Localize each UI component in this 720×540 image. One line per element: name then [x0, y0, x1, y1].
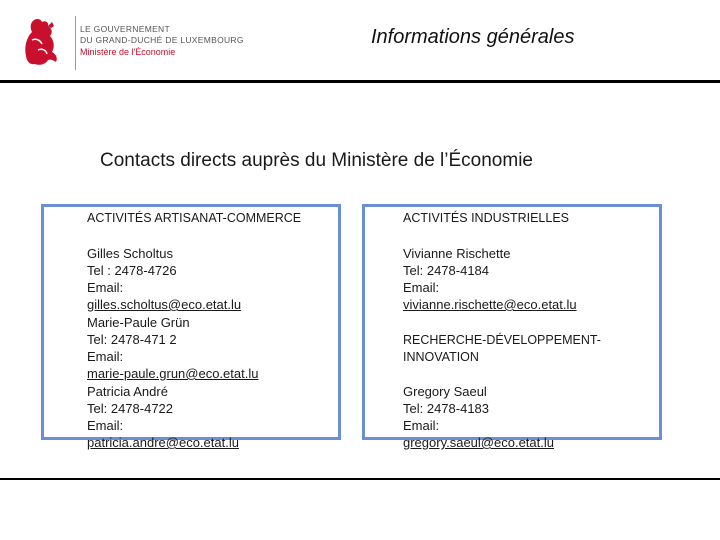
- contact-email-row: [87, 348, 258, 382]
- government-logo: [18, 14, 248, 72]
- contact-tel: Tel: 2478-4184: [403, 263, 490, 278]
- page-title: Contacts directs auprès du Ministère de l’Économie: [100, 150, 533, 171]
- heading-artisanat-commerce: ACTIVITÉS ARTISANAT-COMMERCE: [87, 211, 302, 225]
- contact-name: Gilles Scholtus: [87, 246, 173, 261]
- contact-card: [403, 245, 577, 313]
- heading-recherche-developpement-innovation: [403, 332, 601, 366]
- contact-card: [403, 383, 554, 451]
- contact-email-row: [87, 417, 239, 451]
- email-label: Email:: [87, 418, 124, 433]
- email-label: Email:: [87, 280, 124, 295]
- red-lion-icon: [18, 14, 62, 68]
- email-label: Email:: [403, 280, 440, 295]
- contact-card: [87, 245, 241, 313]
- email-link[interactable]: patricia.andre@eco.etat.lu: [87, 435, 239, 450]
- contact-name: Patricia André: [87, 384, 168, 399]
- header-divider: [0, 80, 720, 83]
- logo-separator: [75, 16, 76, 70]
- contact-card: [87, 383, 239, 451]
- email-link[interactable]: vivianne.rischette@eco.etat.lu: [403, 297, 577, 312]
- footer-divider: [0, 478, 720, 480]
- email-label: Email:: [87, 349, 124, 364]
- contact-email-row: [87, 279, 241, 313]
- email-label: Email:: [403, 418, 440, 433]
- heading-line-2: INNOVATION: [403, 350, 479, 364]
- contact-tel: Tel: 2478-4722: [87, 401, 174, 416]
- contact-email-row: [403, 417, 554, 451]
- email-link[interactable]: marie-paule.grun@eco.etat.lu: [87, 366, 259, 381]
- contact-tel: Tel: 2478-471 2: [87, 332, 177, 347]
- contact-name: Gregory Saeul: [403, 384, 487, 399]
- logo-ministry: Ministère de l'Économie: [80, 47, 176, 57]
- email-link[interactable]: gregory.saeul@eco.etat.lu: [403, 435, 554, 450]
- contact-name: Marie-Paule Grün: [87, 315, 190, 330]
- contact-tel: Tel : 2478-4726: [87, 263, 177, 278]
- heading-activites-industrielles: ACTIVITÉS INDUSTRIELLES: [403, 211, 570, 225]
- logo-line-2: DU GRAND-DUCHÉ DE LUXEMBOURG: [80, 35, 244, 45]
- header-title: Informations générales: [371, 26, 575, 48]
- contact-email-row: [403, 279, 577, 313]
- email-link[interactable]: gilles.scholtus@eco.etat.lu: [87, 297, 242, 312]
- heading-line-1: RECHERCHE-DÉVELOPPEMENT-: [403, 333, 601, 347]
- contact-tel: Tel: 2478-4183: [403, 401, 490, 416]
- logo-line-1: LE GOUVERNEMENT: [80, 24, 170, 34]
- contact-card: [87, 314, 258, 382]
- logo-text: [80, 24, 244, 58]
- contact-name: Vivianne Rischette: [403, 246, 511, 261]
